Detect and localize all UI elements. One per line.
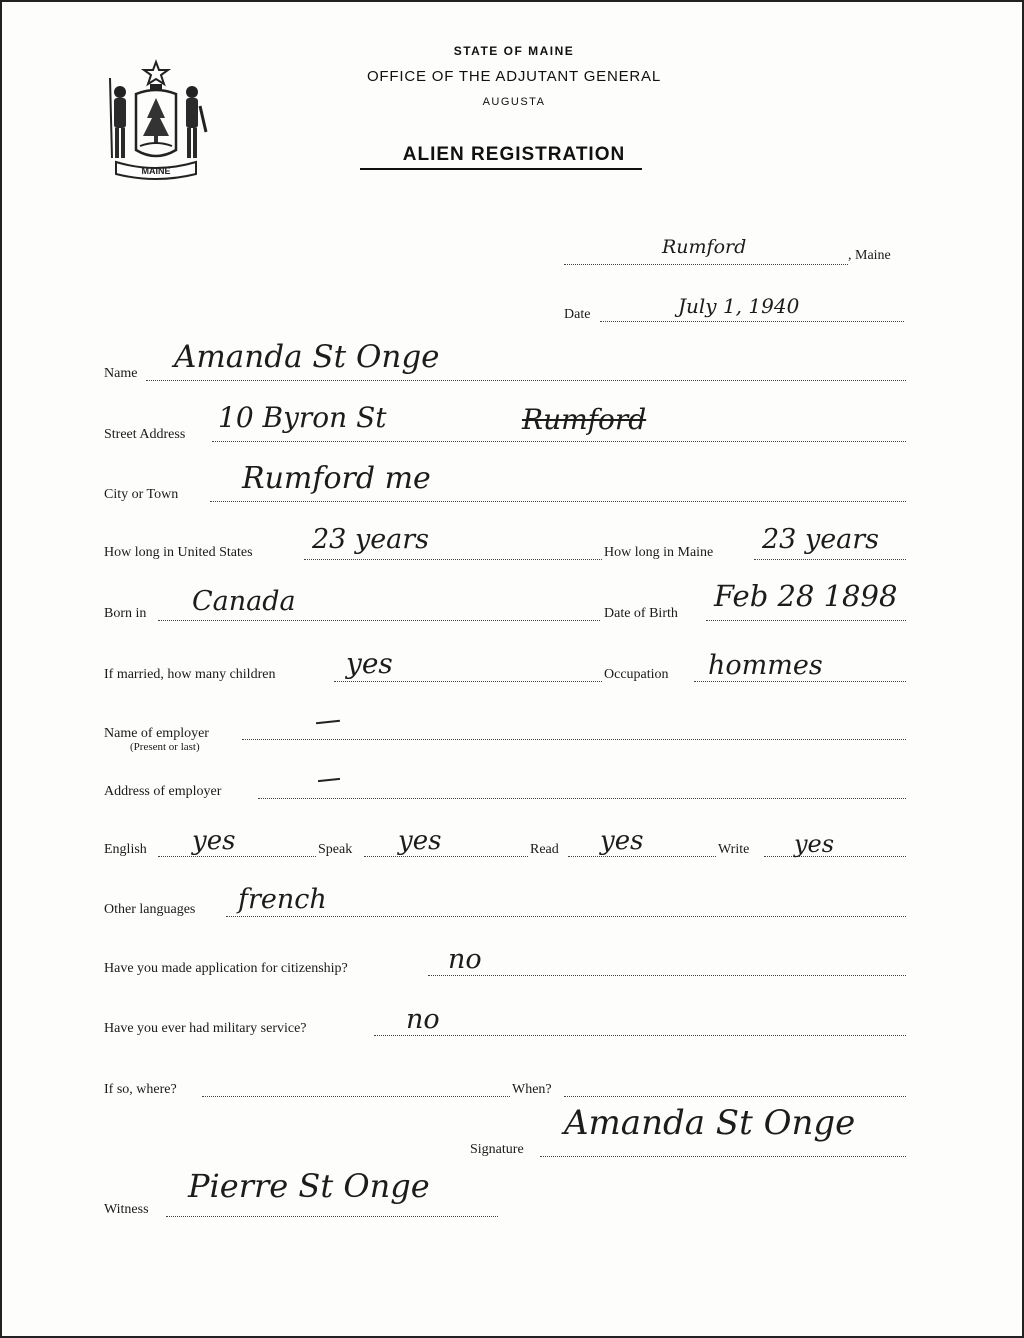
- where-line: [202, 1096, 510, 1097]
- name-label: Name: [104, 366, 138, 381]
- street-value: 10 Byron St: [218, 401, 387, 434]
- name-line: [146, 380, 906, 381]
- signature-value: Amanda St Onge: [564, 1103, 856, 1143]
- citizenship-value: no: [448, 944, 482, 975]
- date-value: July 1, 1940: [678, 294, 800, 318]
- children-line: [334, 681, 602, 682]
- dob-label: Date of Birth: [604, 606, 678, 621]
- name-value: Amanda St Onge: [174, 339, 440, 375]
- employer-address-dash-mark: [318, 778, 340, 782]
- write-label: Write: [718, 842, 750, 857]
- read-line: [568, 856, 716, 857]
- children-label: If married, how many children: [104, 667, 276, 682]
- employer-address-line: [258, 798, 906, 799]
- born-line: [158, 620, 600, 621]
- employer-line: [242, 739, 906, 740]
- place-suffix-label: , Maine: [848, 248, 891, 263]
- born-value: Canada: [192, 586, 296, 617]
- speak-value: yes: [398, 826, 442, 856]
- seal-banner-text: MAINE: [141, 166, 171, 176]
- occupation-value: hommes: [708, 650, 823, 681]
- dob-line: [706, 620, 906, 621]
- citizenship-line: [428, 975, 906, 976]
- street-label: Street Address: [104, 427, 186, 442]
- english-label: English: [104, 842, 147, 857]
- write-line: [764, 856, 906, 857]
- us-years-label: How long in United States: [104, 545, 253, 560]
- city-line: [210, 501, 906, 502]
- speak-line: [364, 856, 528, 857]
- city-heading: AUGUSTA: [482, 96, 546, 108]
- city-label: City or Town: [104, 487, 179, 502]
- employer-sublabel: (Present or last): [130, 741, 200, 753]
- signature-label: Signature: [470, 1142, 524, 1157]
- us-years-line: [304, 559, 602, 560]
- place-value: Rumford: [662, 236, 747, 258]
- occupation-label: Occupation: [604, 667, 669, 682]
- employer-label: Name of employer: [104, 726, 209, 741]
- date-line: [600, 321, 904, 322]
- other-languages-line: [226, 916, 906, 917]
- other-languages-value: french: [238, 884, 327, 915]
- read-label: Read: [530, 842, 559, 857]
- speak-label: Speak: [318, 842, 353, 857]
- title-underline: [360, 168, 642, 170]
- children-value: yes: [346, 647, 393, 680]
- other-languages-label: Other languages: [104, 902, 196, 917]
- street-struck-value: Rumford: [522, 403, 647, 436]
- military-line: [374, 1035, 906, 1036]
- military-label: Have you ever had military service?: [104, 1021, 307, 1036]
- write-value: yes: [794, 830, 835, 858]
- state-heading: STATE OF MAINE: [453, 44, 575, 58]
- street-line: [212, 441, 906, 442]
- read-value: yes: [600, 826, 644, 856]
- citizenship-label: Have you made application for citizenship?: [104, 961, 348, 976]
- signature-line: [540, 1156, 906, 1157]
- maine-years-label: How long in Maine: [604, 545, 714, 560]
- military-value: no: [406, 1004, 440, 1035]
- form-title: ALIEN REGISTRATION: [402, 144, 626, 165]
- when-label: When?: [512, 1082, 552, 1097]
- date-label: Date: [564, 307, 591, 322]
- english-line: [158, 856, 316, 857]
- employer-dash-mark: [316, 720, 340, 724]
- place-line: [564, 264, 848, 265]
- born-label: Born in: [104, 606, 147, 621]
- occupation-line: [694, 681, 906, 682]
- when-line: [564, 1096, 906, 1097]
- dob-value: Feb 28 1898: [714, 579, 898, 613]
- witness-line: [166, 1216, 498, 1217]
- office-heading: OFFICE OF THE ADJUTANT GENERAL: [366, 68, 662, 85]
- witness-value: Pierre St Onge: [188, 1167, 430, 1205]
- city-value: Rumford me: [242, 461, 431, 496]
- employer-address-label: Address of employer: [104, 784, 222, 799]
- english-value: yes: [192, 826, 236, 856]
- maine-years-value: 23 years: [762, 524, 880, 555]
- us-years-value: 23 years: [312, 524, 430, 555]
- witness-label: Witness: [104, 1202, 149, 1217]
- maine-years-line: [754, 559, 906, 560]
- where-label: If so, where?: [104, 1082, 177, 1097]
